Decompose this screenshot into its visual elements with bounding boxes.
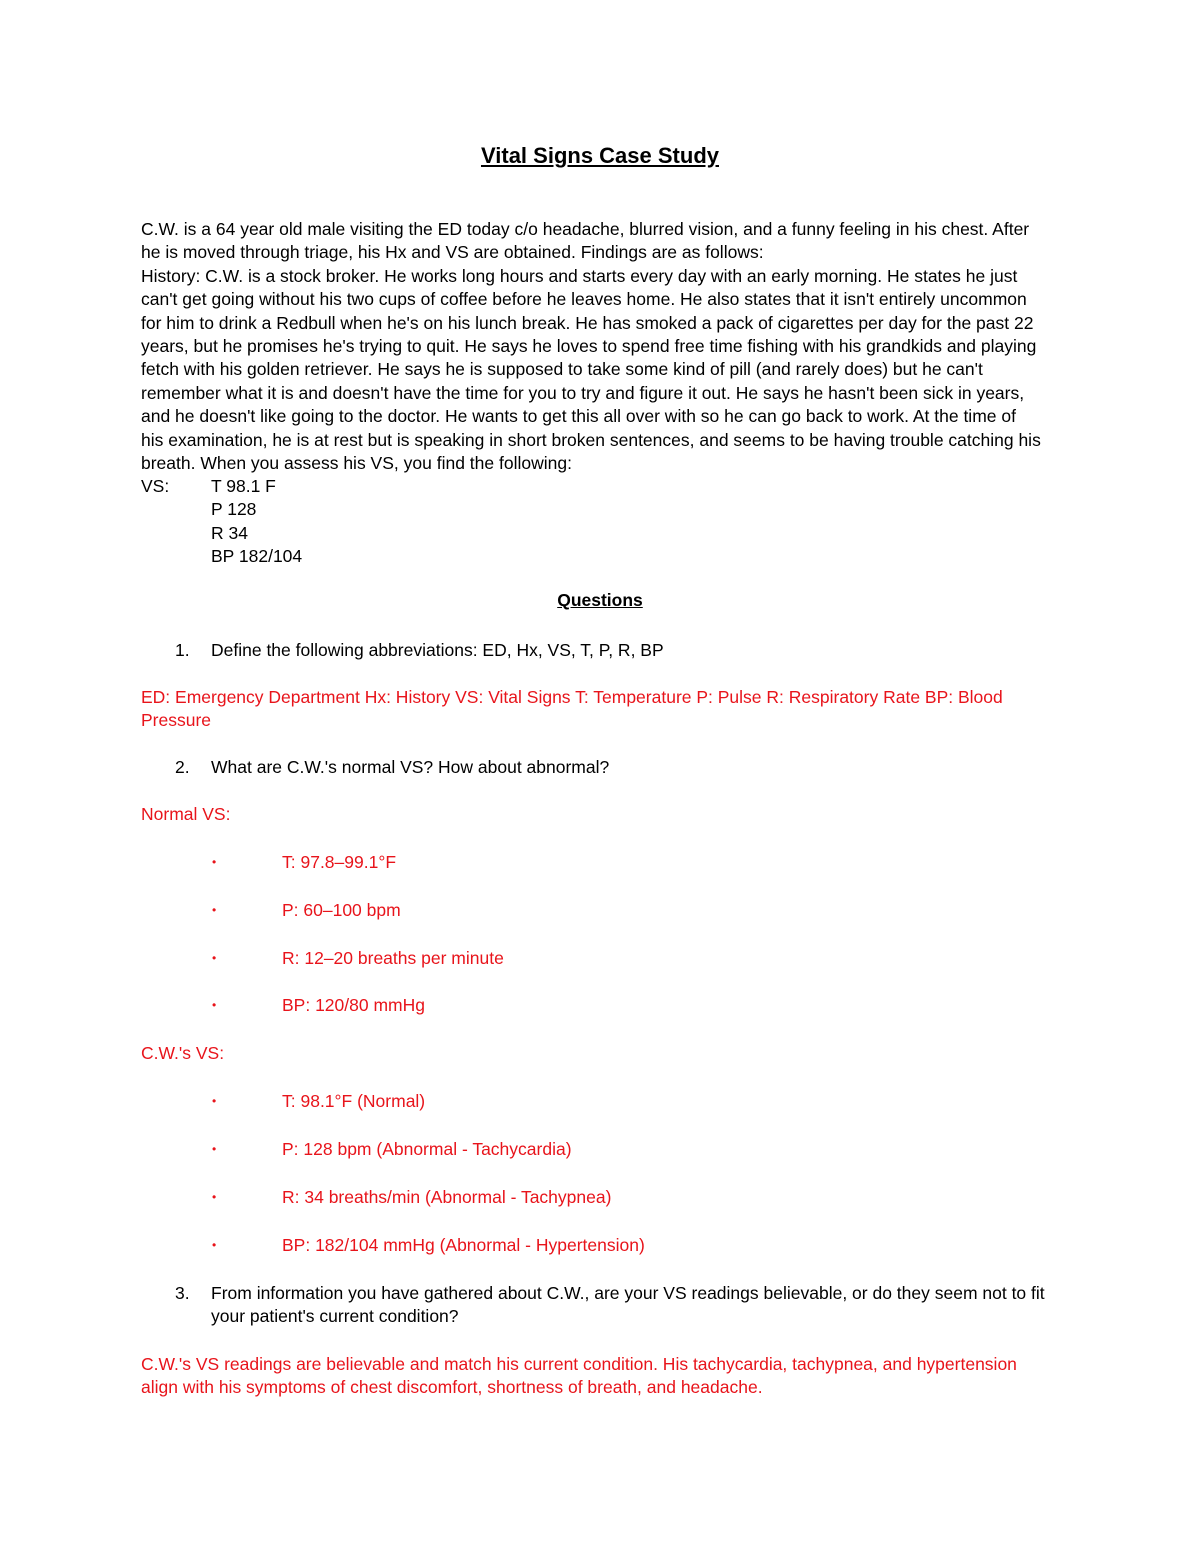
q1-answer-line: ED: Emergency Department Hx: History VS: Vital Signs T: Temperature P: Pulse R: Respiratory Rate BP: Blood <box>141 687 1003 707</box>
page-title: Vital Signs Case Study <box>480 143 719 168</box>
normal-vs-item: P: 60–100 bpm <box>282 900 401 920</box>
case-description <box>141 218 1061 475</box>
bullet-icon: • <box>212 1094 217 1108</box>
normal-vs-label: Normal VS: <box>141 804 231 824</box>
q3-text-line: your patient's current condition? <box>211 1306 459 1326</box>
bullet-icon: • <box>212 998 217 1012</box>
vs-respiration: R 34 <box>211 523 248 543</box>
bullet-icon: • <box>212 951 217 965</box>
cw-vs-item: P: 128 bpm (Abnormal - Tachycardia) <box>282 1139 572 1159</box>
case-line: fetch with his golden retriever. He says he is supposed to take some kind of pill (and rarely does) but he can't <box>141 359 983 380</box>
questions-heading: Questions <box>557 590 643 610</box>
q3-answer-line: C.W.'s VS readings are believable and match his current condition. His tachycardia, tachypnea, and hypertension <box>141 1354 1017 1374</box>
case-line: C.W. is a 64 year old male visiting the ED today c/o headache, blurred vision, and a funny feeling in his chest. After <box>141 219 1030 239</box>
case-line: he is moved through triage, his Hx and VS are obtained. Findings are as follows: <box>141 242 764 263</box>
normal-vs-item: BP: 120/80 mmHg <box>282 995 425 1015</box>
q3-number: 3. <box>175 1283 190 1303</box>
q1-answer-line: Pressure <box>141 710 212 730</box>
vs-pulse: P 128 <box>211 499 257 519</box>
q2-text: What are C.W.'s normal VS? How about abnormal? <box>211 757 610 777</box>
case-line: breath. When you assess his VS, you find the following: <box>141 453 572 474</box>
normal-vs-item: R: 12–20 breaths per minute <box>282 948 504 968</box>
case-line: can't get going without his two cups of coffee before he leaves home. He also states that it isn't entirely uncommon <box>141 289 1027 310</box>
case-line: for him to drink a Redbull when he's on his lunch break. He has smoked a pack of cigarettes per day for the past 22 <box>141 312 1034 333</box>
case-line: years, but he promises he's trying to quit. He says he loves to spend free time fishing with his grandkids and playing <box>141 336 1037 357</box>
bullet-icon: • <box>212 1142 217 1156</box>
case-line: his examination, he is at rest but is speaking in short broken sentences, and seems to be having trouble catching his <box>141 429 1041 450</box>
q3-text-line: From information you have gathered about C.W., are your VS readings believable, or do they seem not to fit <box>211 1283 1045 1303</box>
bullet-icon: • <box>212 1238 217 1252</box>
normal-vs-item: T: 97.8–99.1°F <box>282 852 397 872</box>
cw-vs-item: R: 34 breaths/min (Abnormal - Tachypnea) <box>282 1187 612 1207</box>
case-line: and he doesn't like going to the doctor. He wants to get this all over with so he can go back to work. At the time of <box>141 406 1016 427</box>
q3-answer-line: align with his symptoms of chest discomfort, shortness of breath, and headache. <box>141 1377 763 1397</box>
q2-number: 2. <box>175 757 190 777</box>
vs-label: VS: <box>141 476 170 496</box>
q1-text: Define the following abbreviations: ED, Hx, VS, T, P, R, BP <box>211 640 664 660</box>
case-line: History: C.W. is a stock broker. He works long hours and starts every day with an early morning. He states he just <box>141 265 1018 286</box>
bullet-icon: • <box>212 855 217 869</box>
bullet-icon: • <box>212 903 217 917</box>
bullet-icon: • <box>212 1190 217 1204</box>
vs-blood-pressure: BP 182/104 <box>211 546 303 566</box>
cw-vs-item: T: 98.1°F (Normal) <box>282 1091 426 1111</box>
cw-vs-label: C.W.'s VS: <box>141 1043 225 1063</box>
vs-temperature: T 98.1 F <box>211 476 276 496</box>
cw-vs-item: BP: 182/104 mmHg (Abnormal - Hypertension) <box>282 1235 645 1255</box>
case-line: remember what it is and doesn't have the time for you to try and figure it out. He says he hasn't been sick in years, <box>141 382 1025 403</box>
q1-number: 1. <box>175 640 190 660</box>
